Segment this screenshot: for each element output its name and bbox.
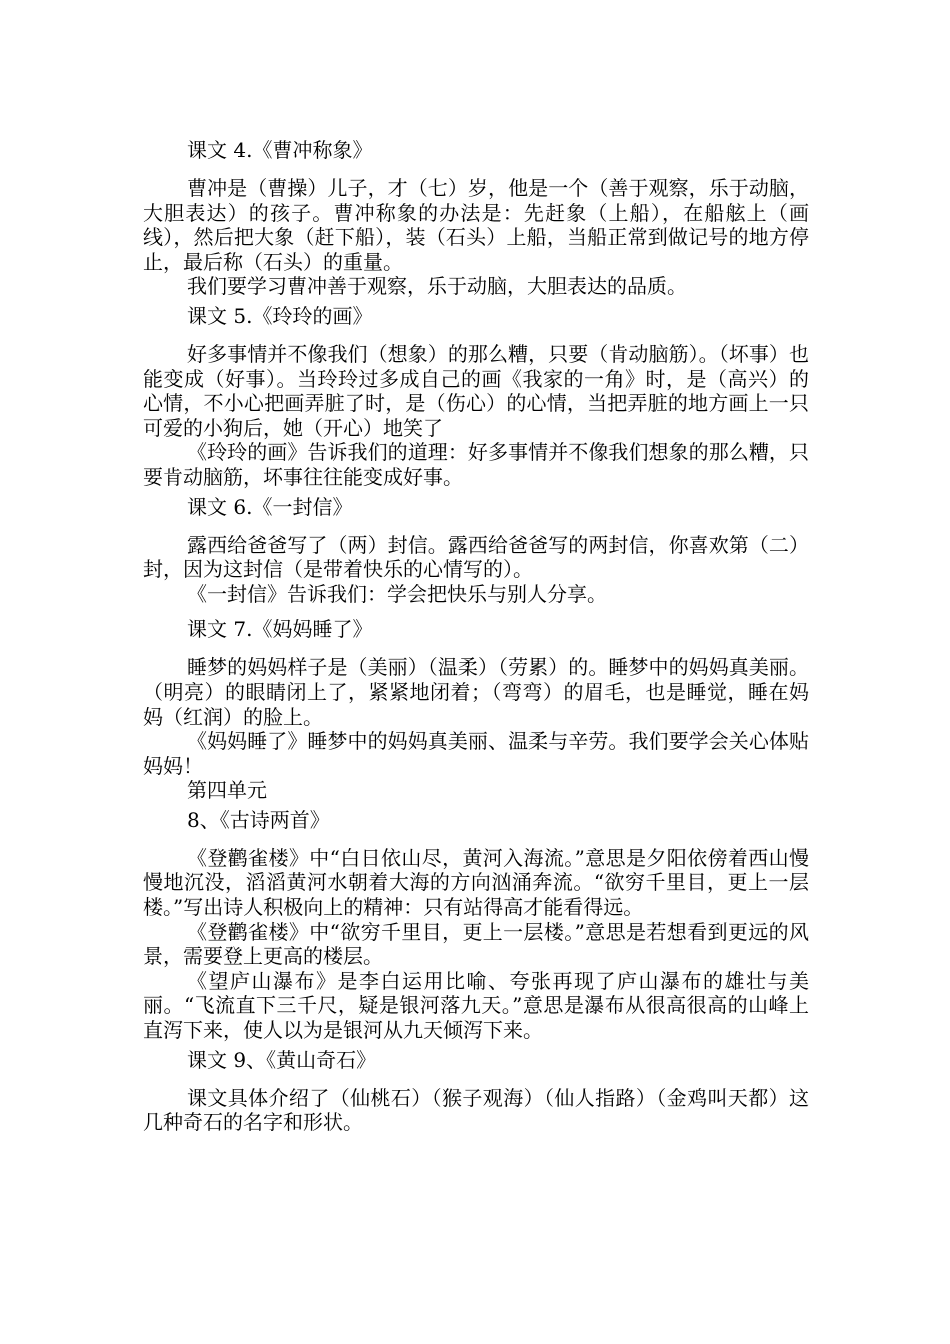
section-cao-chong bbox=[143, 136, 809, 299]
section-two-poems bbox=[143, 806, 809, 1043]
paragraph: 《一封信》告诉我们：学会把快乐与别人分享。 bbox=[187, 581, 607, 606]
section-heading: 课文 7.《妈妈睡了》 bbox=[187, 617, 373, 642]
paragraph: 睡梦的妈妈样子是（美丽）（温柔）（劳累）的。睡梦中的妈妈真美丽。（明亮）的眼睛闭上了，紧紧地闭着；（弯弯）的眉毛，也是睡觉，睡在妈妈（红润）的脸上。 bbox=[143, 655, 809, 729]
section-a-letter bbox=[143, 493, 809, 607]
unit-label: 第四单元 bbox=[187, 778, 267, 803]
paragraph: 《登鹳雀楼》中“欲穷千里目，更上一层楼。”意思是若想看到更远的风景，需要登上更高的楼层。 bbox=[143, 919, 809, 969]
paragraph: 《登鹳雀楼》中“白日依山尽，黄河入海流。”意思是夕阳依傍着西山慢慢地沉没，滔滔黄河水朝着大海的方向汹涌奔流。“欲穷千里目，更上一层楼。”写出诗人积极向上的精神：只有站得高才能看得远。 bbox=[143, 845, 809, 920]
section-heading: 课文 6.《一封信》 bbox=[187, 494, 353, 519]
paragraph: 曹冲是（曹操）儿子，才（七）岁，他是一个（善于观察，乐于动脑，大胆表达）的孩子。曹冲称象的办法是：先赶象（上船），在船舷上（画线），然后把大象（赶下船），装（石头）上船，当船正常到做记号的地方停止，最后称（石头）的重量。 bbox=[143, 176, 809, 274]
section-heading: 8、《古诗两首》 bbox=[187, 807, 330, 832]
paragraph: 我们要学习曹冲善于观察，乐于动脑，大胆表达的品质。 bbox=[187, 274, 687, 299]
paragraph: 《玲玲的画》告诉我们的道理：好多事情并不像我们想象的那么糟，只要肯动脑筋，坏事往往能变成好事。 bbox=[143, 440, 809, 489]
section-heading: 课文 4.《曹冲称象》 bbox=[187, 138, 373, 162]
paragraph: 《望庐山瀑布》是李白运用比喻、夸张再现了庐山瀑布的雄壮与美丽。“飞流直下三千尺，疑是银河落九天。”意思是瀑布从很高很高的山峰上直泻下来，使人以为是银河从九天倾泻下来。 bbox=[143, 968, 809, 1043]
document-content bbox=[143, 136, 809, 1135]
paragraph: 好多事情并不像我们（想象）的那么糟，只要（肯动脑筋）。（坏事）也能变成（好事）。当玲玲过多成自己的画《我家的一角》时，是（高兴）的心情，不小心把画弄脏了时，是（伤心）的心情，当把弄脏的地方画上一只可爱的小狗后，她（开心）地笑了 bbox=[143, 341, 809, 440]
paragraph: 露西给爸爸写了（两）封信。露西给爸爸写的两封信，你喜欢第（二）封，因为这封信（是带着快乐的心情写的）。 bbox=[143, 532, 809, 582]
section-huangshan-stones bbox=[143, 1046, 809, 1135]
section-heading: 课文 9、《黄山奇石》 bbox=[187, 1047, 377, 1072]
section-heading: 课文 5.《玲玲的画》 bbox=[187, 303, 373, 328]
paragraph: 课文具体介绍了（仙桃石）（猴子观海）（仙人指路）（金鸡叫天都）这几种奇石的名字和形状。 bbox=[143, 1085, 809, 1135]
section-mother-asleep bbox=[143, 615, 809, 803]
section-ling-ling bbox=[143, 302, 809, 490]
paragraph: 《妈妈睡了》睡梦中的妈妈真美丽、温柔与辛劳。我们要学会关心体贴妈妈！ bbox=[143, 729, 809, 778]
